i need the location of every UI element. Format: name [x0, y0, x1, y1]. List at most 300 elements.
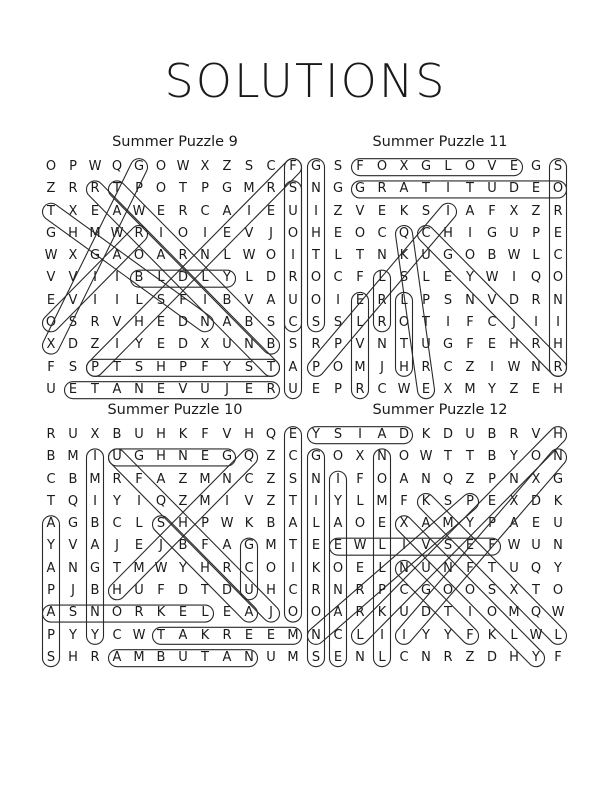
grid-cell: W: [529, 627, 543, 643]
grid-cell: Q: [398, 225, 410, 241]
grid-cell: T: [466, 449, 474, 465]
grid-cell: A: [421, 516, 431, 532]
grid-cell: U: [399, 605, 409, 621]
grid-cell: S: [487, 583, 497, 599]
grid-cell: T: [289, 538, 297, 554]
grid-cell: A: [222, 649, 232, 665]
grid-cell: A: [222, 315, 232, 331]
grid-cell: A: [178, 627, 188, 643]
grid-cell: K: [487, 627, 497, 643]
grid-cell: U: [134, 427, 144, 442]
grid-cell: T: [157, 627, 165, 643]
grid-cell: Z: [333, 203, 343, 219]
grid-cell: Q: [530, 270, 542, 286]
grid-cell: S: [156, 516, 166, 532]
grid-cell: S: [288, 337, 298, 353]
grid-cell: T: [47, 493, 55, 509]
grid-cell: N: [90, 605, 100, 621]
grid-cell: P: [47, 583, 55, 599]
grid-cell: R: [90, 181, 100, 197]
grid-cell: A: [156, 248, 166, 264]
grid-cell: Y: [532, 649, 540, 665]
grid-cell: C: [244, 560, 254, 576]
grid-cell: Y: [554, 560, 562, 576]
grid-cell: S: [311, 649, 321, 665]
grid-cell: O: [376, 159, 388, 174]
grid-cell: I: [402, 627, 406, 643]
grid-cell: B: [46, 449, 56, 465]
grid-cell: R: [553, 359, 563, 375]
grid-cell: R: [443, 649, 453, 665]
grid-cell: R: [222, 627, 232, 643]
grid-cell: O: [332, 560, 344, 576]
grid-cell: A: [266, 292, 276, 308]
grid-cell: N: [421, 649, 431, 665]
grid-cell: B: [487, 449, 497, 465]
grid-cell: V: [244, 493, 254, 509]
grid-cell: A: [509, 516, 519, 532]
grid-cell: B: [156, 649, 166, 665]
grid-cell: H: [509, 649, 519, 665]
grid-cell: B: [178, 538, 188, 554]
grid-cell: T: [91, 381, 99, 397]
grid-cell: J: [269, 225, 273, 241]
grid-cell: T: [267, 359, 275, 375]
grid-cell: L: [378, 270, 386, 286]
grid-cell: V: [355, 203, 365, 219]
grid-cell: C: [288, 583, 298, 599]
grid-cell: E: [288, 427, 298, 442]
grid-cell: U: [421, 560, 431, 576]
grid-cell: Z: [266, 449, 276, 465]
grid-cell: O: [265, 248, 277, 264]
grid-cell: P: [466, 493, 474, 509]
grid-cell: O: [552, 583, 564, 599]
grid-cell: S: [288, 471, 298, 487]
grid-cell: R: [355, 583, 365, 599]
grid-cell: W: [507, 248, 521, 264]
grid-cell: W: [154, 560, 168, 576]
grid-cell: Y: [466, 516, 474, 532]
grid-cell: G: [442, 337, 454, 353]
grid-cell: I: [512, 270, 516, 286]
grid-cell: V: [244, 292, 254, 308]
grid-cell: M: [287, 627, 299, 643]
grid-cell: K: [399, 248, 409, 264]
grid-cell: P: [312, 359, 320, 375]
grid-cell: D: [221, 583, 232, 599]
grid-cell: T: [444, 449, 452, 465]
grid-cell: E: [531, 516, 541, 532]
grid-cell: G: [45, 225, 57, 241]
grid-cell: I: [225, 493, 229, 509]
grid-cell: W: [397, 381, 411, 397]
grid-cell: P: [69, 159, 77, 174]
grid-cell: N: [200, 315, 210, 331]
grid-cell: E: [156, 203, 166, 219]
grid-cell: C: [553, 248, 563, 264]
grid-cell: V: [68, 538, 78, 554]
grid-cell: A: [112, 248, 122, 264]
grid-cell: S: [244, 359, 254, 375]
grid-cell: K: [244, 516, 254, 532]
grid-cell: I: [115, 292, 119, 308]
grid-cell: Y: [334, 493, 342, 509]
grid-cell: N: [553, 449, 563, 465]
grid-cell: F: [201, 359, 209, 375]
grid-cell: I: [137, 493, 141, 509]
grid-cell: V: [222, 427, 232, 442]
grid-cell: N: [509, 471, 519, 487]
grid-cell: O: [287, 225, 299, 241]
grid-cell: W: [507, 538, 521, 554]
grid-cell: M: [133, 560, 145, 576]
grid-cell: S: [333, 427, 343, 442]
grid-cell: E: [487, 493, 497, 509]
grid-cell: O: [354, 516, 366, 532]
grid-cell: G: [552, 471, 564, 487]
grid-cell: Y: [223, 270, 231, 286]
grid-cell: U: [244, 583, 254, 599]
grid-cell: J: [380, 359, 384, 375]
grid-cell: D: [177, 583, 188, 599]
grid-cell: L: [444, 159, 452, 174]
grid-cell: B: [134, 270, 144, 286]
grid-cell: L: [356, 315, 364, 331]
grid-cell: I: [336, 292, 340, 308]
grid-cell: J: [159, 538, 163, 554]
grid-cell: E: [156, 337, 166, 353]
grid-cell: P: [201, 516, 209, 532]
grid-cell: W: [353, 538, 367, 554]
grid-cell: L: [554, 627, 562, 643]
grid-cell: T: [179, 181, 187, 197]
grid-cell: E: [443, 270, 453, 286]
grid-cell: R: [377, 181, 387, 197]
grid-cell: Y: [422, 627, 430, 643]
puzzle-12: [305, 400, 575, 669]
grid-cell: V: [68, 270, 78, 286]
grid-cell: P: [378, 583, 386, 599]
grid-cell: O: [155, 181, 167, 197]
grid-cell: L: [201, 270, 209, 286]
grid-cell: D: [486, 649, 497, 665]
grid-cell: F: [135, 471, 143, 487]
grid-cell: R: [134, 605, 144, 621]
grid-cell: R: [68, 181, 78, 197]
grid-cell: S: [333, 159, 343, 174]
grid-cell: N: [134, 381, 144, 397]
grid-cell: O: [155, 159, 167, 174]
grid-cell: N: [377, 248, 387, 264]
grid-cell: O: [376, 471, 388, 487]
grid-cell: I: [291, 248, 295, 264]
grid-cell: T: [113, 359, 121, 375]
grid-cell: B: [487, 248, 497, 264]
grid-cell: D: [67, 337, 78, 353]
grid-cell: E: [377, 203, 387, 219]
grid-cell: W: [507, 359, 521, 375]
grid-cell: P: [488, 516, 496, 532]
grid-cell: D: [177, 337, 188, 353]
grid-cell: I: [203, 225, 207, 241]
grid-cell: N: [399, 560, 409, 576]
grid-cell: E: [377, 516, 387, 532]
grid-cell: P: [334, 381, 342, 397]
grid-cell: T: [201, 583, 209, 599]
grid-cell: D: [265, 270, 276, 286]
grid-cell: I: [247, 203, 251, 219]
grid-cell: P: [179, 359, 187, 375]
grid-cell: F: [466, 627, 474, 643]
grid-cell: W: [88, 159, 102, 174]
grid-cell: J: [71, 583, 75, 599]
grid-cell: C: [288, 315, 298, 331]
grid-cell: G: [221, 449, 233, 465]
grid-cell: S: [443, 538, 453, 554]
grid-cell: L: [356, 493, 364, 509]
grid-cell: V: [68, 292, 78, 308]
grid-cell: M: [287, 649, 299, 665]
grid-cell: Z: [509, 381, 519, 397]
grid-cell: M: [133, 649, 145, 665]
grid-cell: P: [91, 359, 99, 375]
grid-cell: U: [200, 381, 210, 397]
grid-cell: R: [531, 292, 541, 308]
grid-cell: E: [222, 225, 232, 241]
grid-cell: V: [421, 538, 431, 554]
grid-cell: U: [288, 292, 298, 308]
grid-cell: C: [288, 449, 298, 465]
grid-cell: A: [46, 560, 56, 576]
grid-cell: M: [442, 516, 454, 532]
grid-cell: B: [90, 583, 100, 599]
grid-cell: A: [465, 203, 475, 219]
grid-cell: X: [443, 381, 453, 397]
grid-cell: L: [135, 292, 143, 308]
grid-cell: P: [422, 292, 430, 308]
puzzle-title: Summer Puzzle 9: [112, 134, 238, 150]
grid-cell: E: [531, 181, 541, 197]
grid-cell: N: [244, 337, 254, 353]
grid-cell: E: [553, 225, 563, 241]
grid-cell: K: [377, 605, 387, 621]
grid-cell: Q: [67, 493, 79, 509]
grid-cell: M: [199, 493, 211, 509]
grid-cell: T: [289, 493, 297, 509]
grid-cell: A: [156, 471, 166, 487]
grid-cell: H: [68, 225, 78, 241]
grid-cell: S: [333, 315, 343, 331]
grid-cell: C: [399, 583, 409, 599]
grid-cell: A: [112, 381, 122, 397]
grid-cell: D: [508, 292, 519, 308]
grid-cell: N: [333, 583, 343, 599]
grid-cell: H: [178, 516, 188, 532]
grid-cell: L: [378, 538, 386, 554]
grid-cell: Z: [266, 471, 276, 487]
puzzle-title: Summer Puzzle 12: [372, 402, 508, 418]
grid-cell: G: [67, 516, 79, 532]
grid-cell: X: [200, 159, 210, 174]
grid-cell: H: [553, 427, 563, 442]
grid-cell: Y: [179, 560, 187, 576]
grid-cell: P: [201, 181, 209, 197]
grid-cell: N: [311, 181, 321, 197]
grid-cell: Y: [223, 359, 231, 375]
grid-cell: U: [465, 427, 475, 442]
grid-cell: F: [488, 203, 496, 219]
grid-cell: H: [200, 560, 210, 576]
grid-cell: T: [422, 181, 430, 197]
grid-cell: T: [47, 203, 55, 219]
grid-cell: W: [176, 159, 190, 174]
grid-cell: L: [334, 248, 342, 264]
grid-cell: G: [486, 225, 498, 241]
grid-cell: O: [464, 583, 476, 599]
grid-cell: V: [178, 381, 188, 397]
grid-cell: S: [46, 649, 56, 665]
grid-cell: I: [93, 270, 97, 286]
grid-cell: L: [510, 627, 518, 643]
grid-cell: G: [420, 583, 432, 599]
grid-cell: E: [531, 381, 541, 397]
grid-cell: Q: [530, 605, 542, 621]
grid-cell: K: [311, 560, 321, 576]
grid-cell: R: [178, 203, 188, 219]
grid-cell: J: [512, 315, 516, 331]
grid-cell: B: [222, 292, 232, 308]
grid-cell: F: [554, 649, 562, 665]
grid-cell: O: [287, 605, 299, 621]
grid-cell: E: [333, 225, 343, 241]
grid-cell: C: [421, 225, 431, 241]
grid-cell: E: [355, 292, 365, 308]
grid-cell: O: [332, 359, 344, 375]
grid-cell: O: [133, 248, 145, 264]
grid-cell: I: [203, 292, 207, 308]
grid-cell: V: [46, 270, 56, 286]
grid-cell: R: [288, 270, 298, 286]
grid-cell: A: [399, 181, 409, 197]
grid-cell: L: [378, 649, 386, 665]
grid-cell: P: [334, 337, 342, 353]
grid-cell: O: [486, 605, 498, 621]
grid-cell: Z: [465, 359, 475, 375]
grid-cell: F: [356, 159, 364, 174]
grid-cell: A: [90, 538, 100, 554]
grid-cell: F: [289, 159, 297, 174]
grid-cell: A: [333, 605, 343, 621]
grid-cell: H: [112, 583, 122, 599]
grid-cell: S: [68, 605, 78, 621]
grid-cell: I: [446, 203, 450, 219]
grid-cell: Z: [46, 181, 56, 197]
grid-cell: Q: [155, 493, 167, 509]
grid-cell: L: [135, 516, 143, 532]
letter-grid: [305, 424, 575, 669]
grid-cell: P: [488, 471, 496, 487]
grid-cell: L: [378, 560, 386, 576]
grid-cell: F: [488, 538, 496, 554]
grid-cell: P: [135, 181, 143, 197]
grid-cell: F: [157, 583, 165, 599]
grid-cell: P: [532, 225, 540, 241]
grid-cell: H: [311, 225, 321, 241]
grid-cell: E: [178, 605, 188, 621]
grid-cell: U: [222, 337, 232, 353]
grid-cell: N: [311, 471, 321, 487]
grid-cell: Z: [178, 471, 188, 487]
grid-cell: H: [156, 449, 166, 465]
grid-cell: R: [553, 203, 563, 219]
grid-cell: G: [310, 159, 322, 174]
grid-cell: E: [333, 649, 343, 665]
grid-cell: L: [532, 248, 540, 264]
grid-cell: J: [269, 605, 273, 621]
grid-cell: C: [112, 516, 122, 532]
grid-cell: U: [178, 649, 188, 665]
grid-cell: B: [487, 427, 497, 442]
grid-cell: N: [377, 337, 387, 353]
grid-cell: D: [398, 427, 409, 442]
grid-cell: J: [115, 538, 119, 554]
grid-cell: N: [355, 649, 365, 665]
grid-cell: F: [400, 493, 408, 509]
grid-cell: Z: [90, 337, 100, 353]
grid-cell: E: [134, 538, 144, 554]
grid-cell: S: [156, 292, 166, 308]
grid-cell: Y: [510, 449, 518, 465]
grid-cell: A: [112, 649, 122, 665]
grid-cell: I: [468, 225, 472, 241]
grid-cell: U: [509, 225, 519, 241]
grid-cell: O: [310, 292, 322, 308]
grid-cell: Z: [465, 649, 475, 665]
grid-cell: K: [156, 605, 166, 621]
grid-cell: L: [245, 270, 253, 286]
grid-cell: M: [508, 605, 520, 621]
grid-cell: C: [377, 225, 387, 241]
grid-cell: R: [178, 248, 188, 264]
grid-cell: X: [68, 203, 78, 219]
grid-cell: E: [266, 627, 276, 643]
grid-cell: Y: [91, 627, 99, 643]
grid-cell: K: [178, 427, 188, 442]
grid-cell: R: [134, 225, 144, 241]
grid-cell: F: [466, 560, 474, 576]
grid-cell: W: [419, 449, 433, 465]
grid-cell: N: [531, 359, 541, 375]
grid-cell: O: [442, 583, 454, 599]
grid-cell: O: [177, 225, 189, 241]
grid-cell: X: [399, 159, 409, 174]
grid-cell: Y: [135, 337, 143, 353]
grid-cell: N: [443, 560, 453, 576]
grid-cell: C: [399, 649, 409, 665]
grid-cell: O: [45, 315, 57, 331]
grid-cell: G: [133, 449, 145, 465]
grid-cell: S: [553, 159, 563, 174]
grid-cell: E: [311, 381, 321, 397]
grid-cell: V: [112, 315, 122, 331]
grid-cell: Y: [444, 627, 452, 643]
grid-cell: S: [266, 315, 276, 331]
grid-cell: G: [133, 159, 145, 174]
grid-cell: E: [244, 627, 254, 643]
letter-grid: [40, 424, 310, 669]
grid-cell: O: [398, 315, 410, 331]
